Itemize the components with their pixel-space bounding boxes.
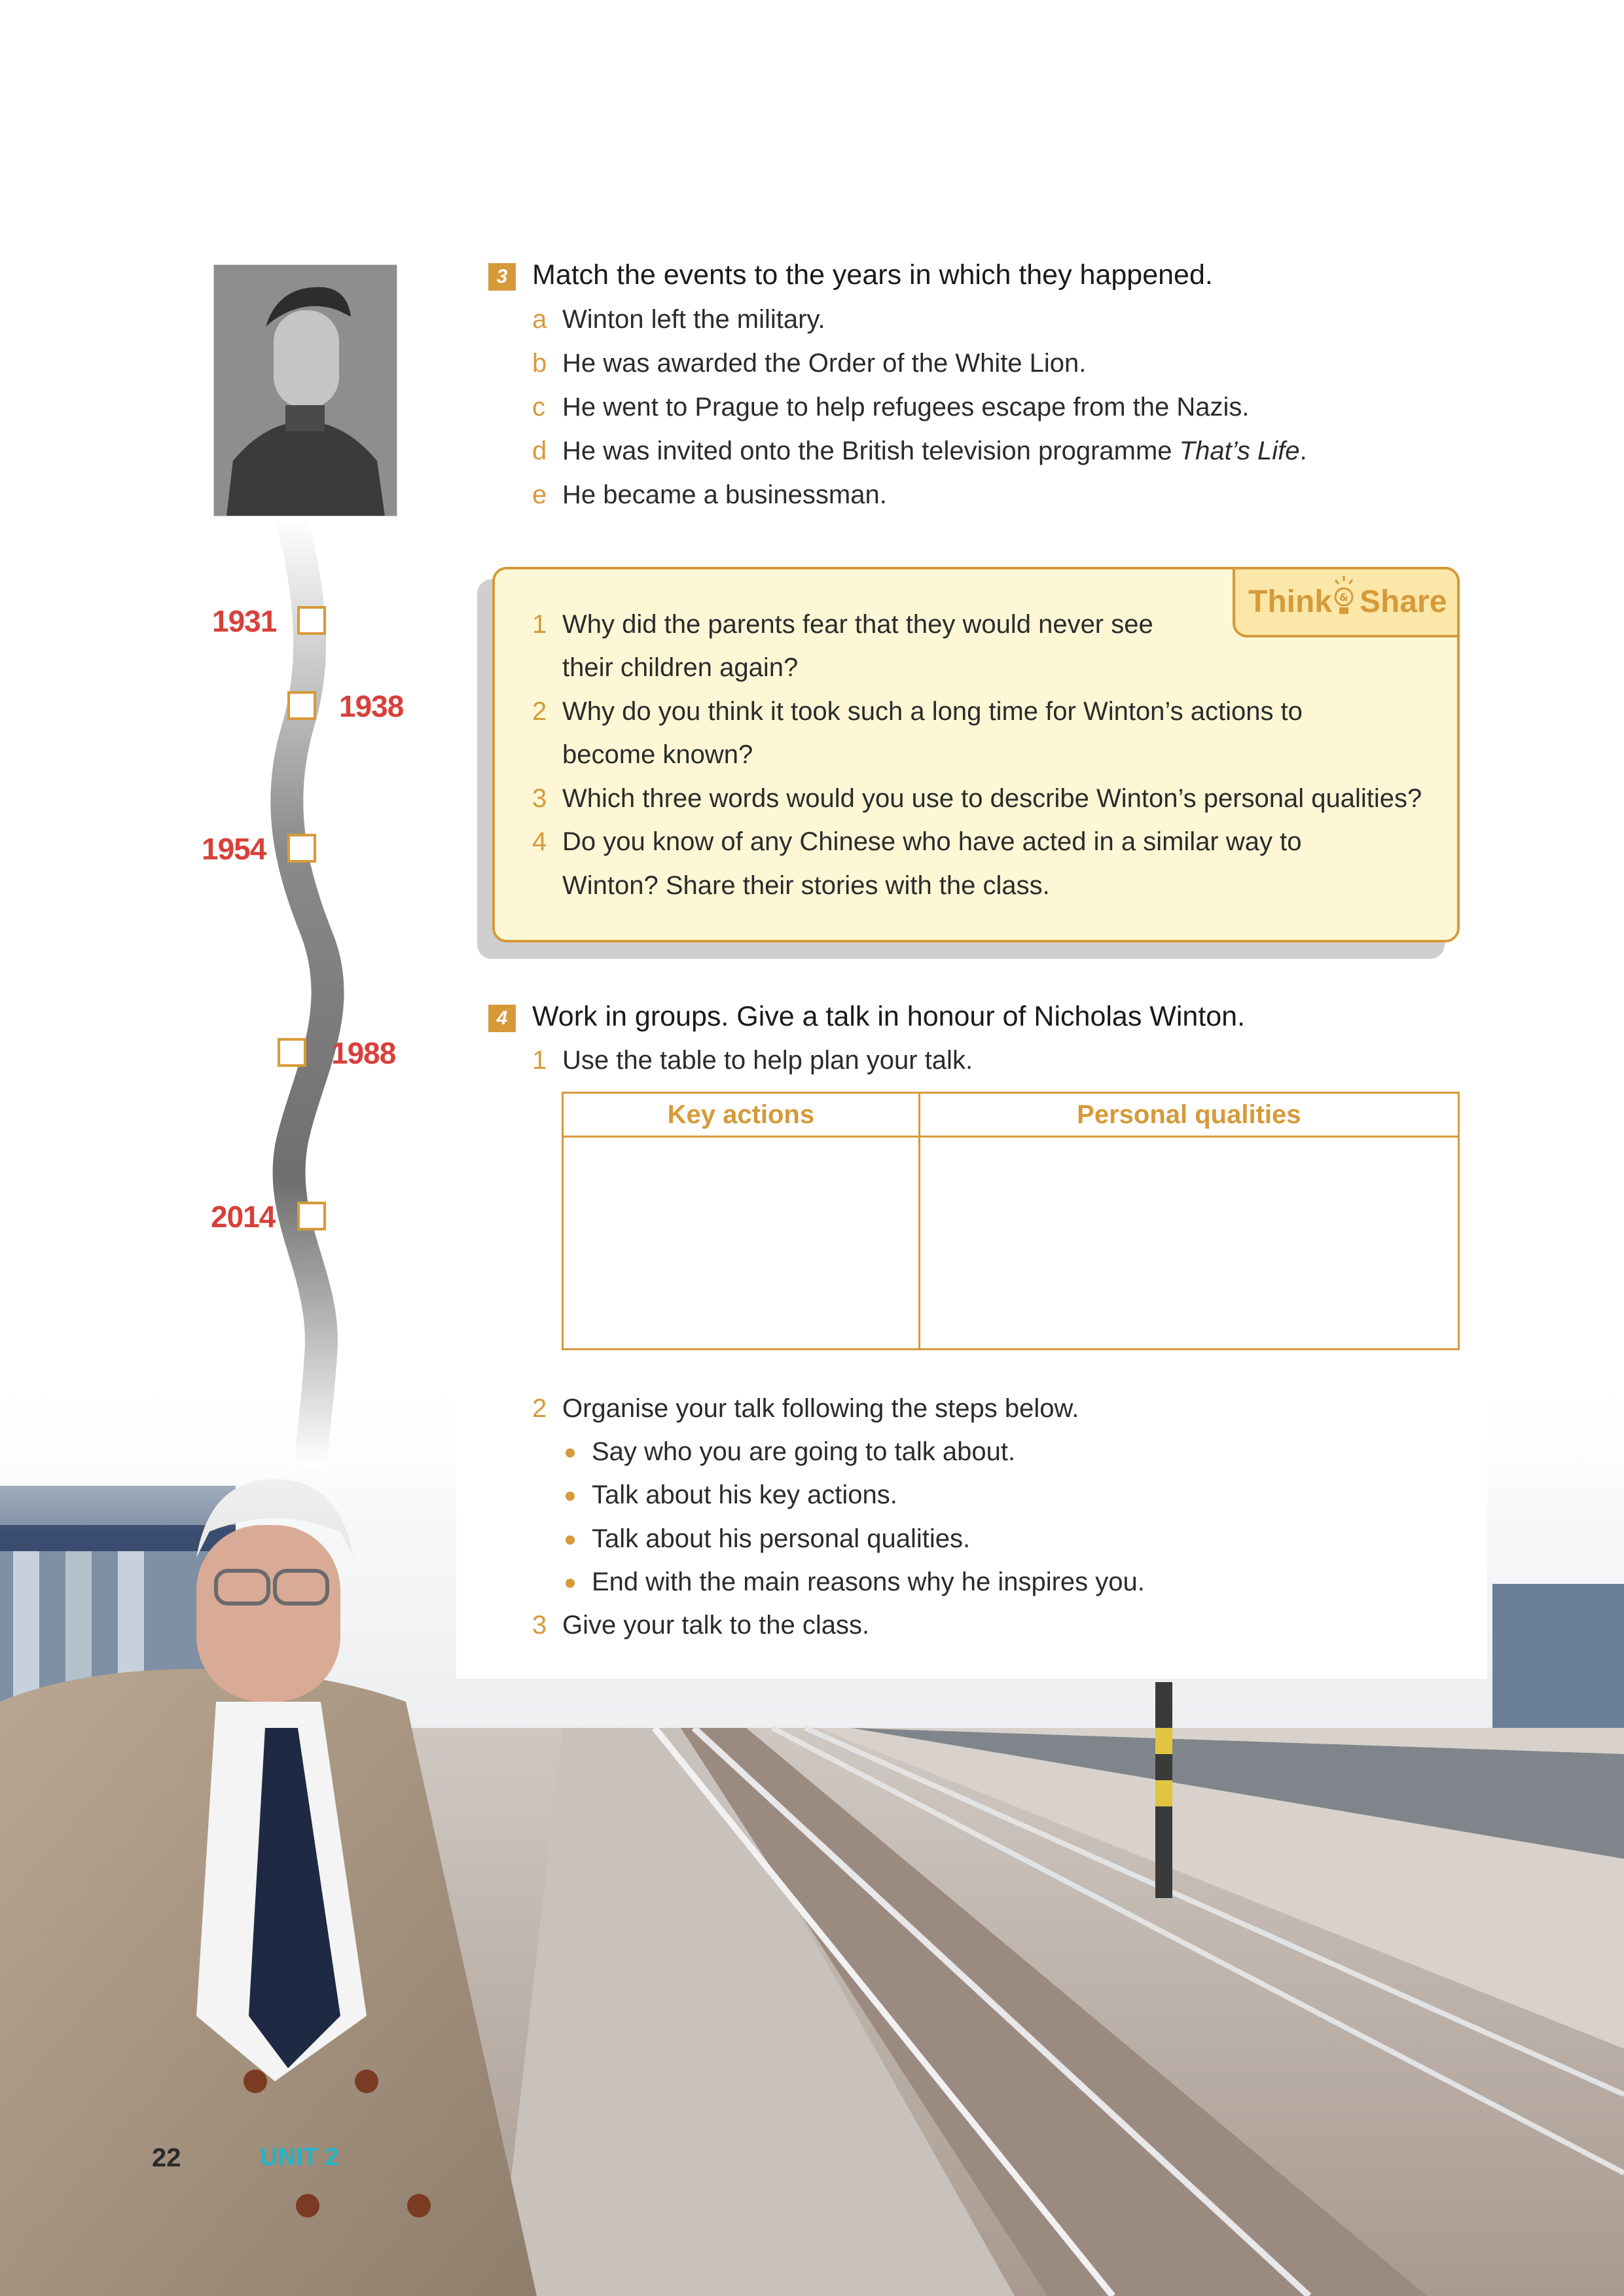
bullet-dot — [566, 1579, 575, 1588]
bullet-item-4: End with the main reasons why he inspires you. — [592, 1568, 1145, 1596]
year-label-2014: 2014 — [211, 1200, 276, 1234]
question-1: 1 Why did the parents fear that they would never see — [532, 610, 1153, 639]
exercise-3-title: Match the events to the years in which they happened. — [532, 259, 1213, 291]
bullet-dot — [566, 1448, 575, 1458]
event-item-c: c He went to Prague to help refugees escape from the Nazis. — [532, 393, 1250, 422]
question-2: 2 Why do you think it took such a long time for Winton’s actions to — [532, 697, 1303, 726]
answer-box-1931[interactable] — [297, 606, 326, 635]
question-4: 4 Do you know of any Chinese who have acted in a similar way to — [532, 827, 1302, 856]
step-3: 3 Give your talk to the class. — [532, 1611, 870, 1640]
bullet-dot — [566, 1492, 575, 1501]
question-4-cont: Winton? Share their stories with the class. — [562, 871, 1050, 900]
svg-text:&: & — [1339, 591, 1348, 603]
answer-box-1988[interactable] — [278, 1038, 306, 1067]
event-item-d: d He was invited onto the British television programme That’s Life. — [532, 437, 1307, 465]
step-2: 2 Organise your talk following the steps below. — [532, 1394, 1079, 1423]
answer-box-1938[interactable] — [287, 691, 316, 720]
step-1: 1 Use the table to help plan your talk. — [532, 1046, 973, 1075]
bullet-item-1: Say who you are going to talk about. — [592, 1437, 1016, 1466]
winton-portrait-photo — [213, 264, 397, 516]
question-3: 3 Which three words would you use to describe Winton’s personal qualities? — [532, 784, 1422, 813]
question-2-cont: become known? — [562, 740, 753, 769]
bullet-item-3: Talk about his personal qualities. — [592, 1524, 971, 1553]
timeline — [196, 517, 412, 1466]
share-label: Share — [1360, 584, 1447, 619]
planning-table — [562, 1092, 1460, 1350]
year-label-1954: 1954 — [202, 832, 266, 866]
bullet-item-2: Talk about his key actions. — [592, 1480, 897, 1509]
think-label: Think — [1248, 584, 1332, 619]
table-cell-key-actions[interactable] — [563, 1137, 920, 1350]
table-header-personal-qualities: Personal qualities — [919, 1093, 1458, 1137]
question-1-cont: their children again? — [562, 653, 799, 682]
event-item-a: a Winton left the military. — [532, 305, 825, 334]
exercise-4-title: Work in groups. Give a talk in honour of Nicholas Winton. — [532, 1001, 1246, 1032]
page-number: 22 — [152, 2144, 181, 2172]
table-header-key-actions: Key actions — [563, 1093, 920, 1137]
bullet-dot — [566, 1535, 575, 1545]
event-item-b: b He was awarded the Order of the White Lion. — [532, 349, 1087, 378]
table-cell-personal-qualities[interactable] — [919, 1137, 1458, 1350]
year-label-1938: 1938 — [339, 689, 404, 723]
year-label-1931: 1931 — [212, 604, 277, 638]
answer-box-2014[interactable] — [297, 1202, 326, 1230]
year-label-1988: 1988 — [331, 1036, 396, 1070]
event-item-e: e He became a businessman. — [532, 480, 887, 509]
exercise-3-number: 3 — [488, 263, 516, 291]
think-share-tab — [1233, 567, 1460, 637]
unit-label: UNIT 2 — [260, 2144, 339, 2171]
answer-box-1954[interactable] — [287, 834, 316, 863]
lightbulb-icon — [1332, 575, 1356, 620]
exercise-4-number: 4 — [488, 1005, 516, 1032]
